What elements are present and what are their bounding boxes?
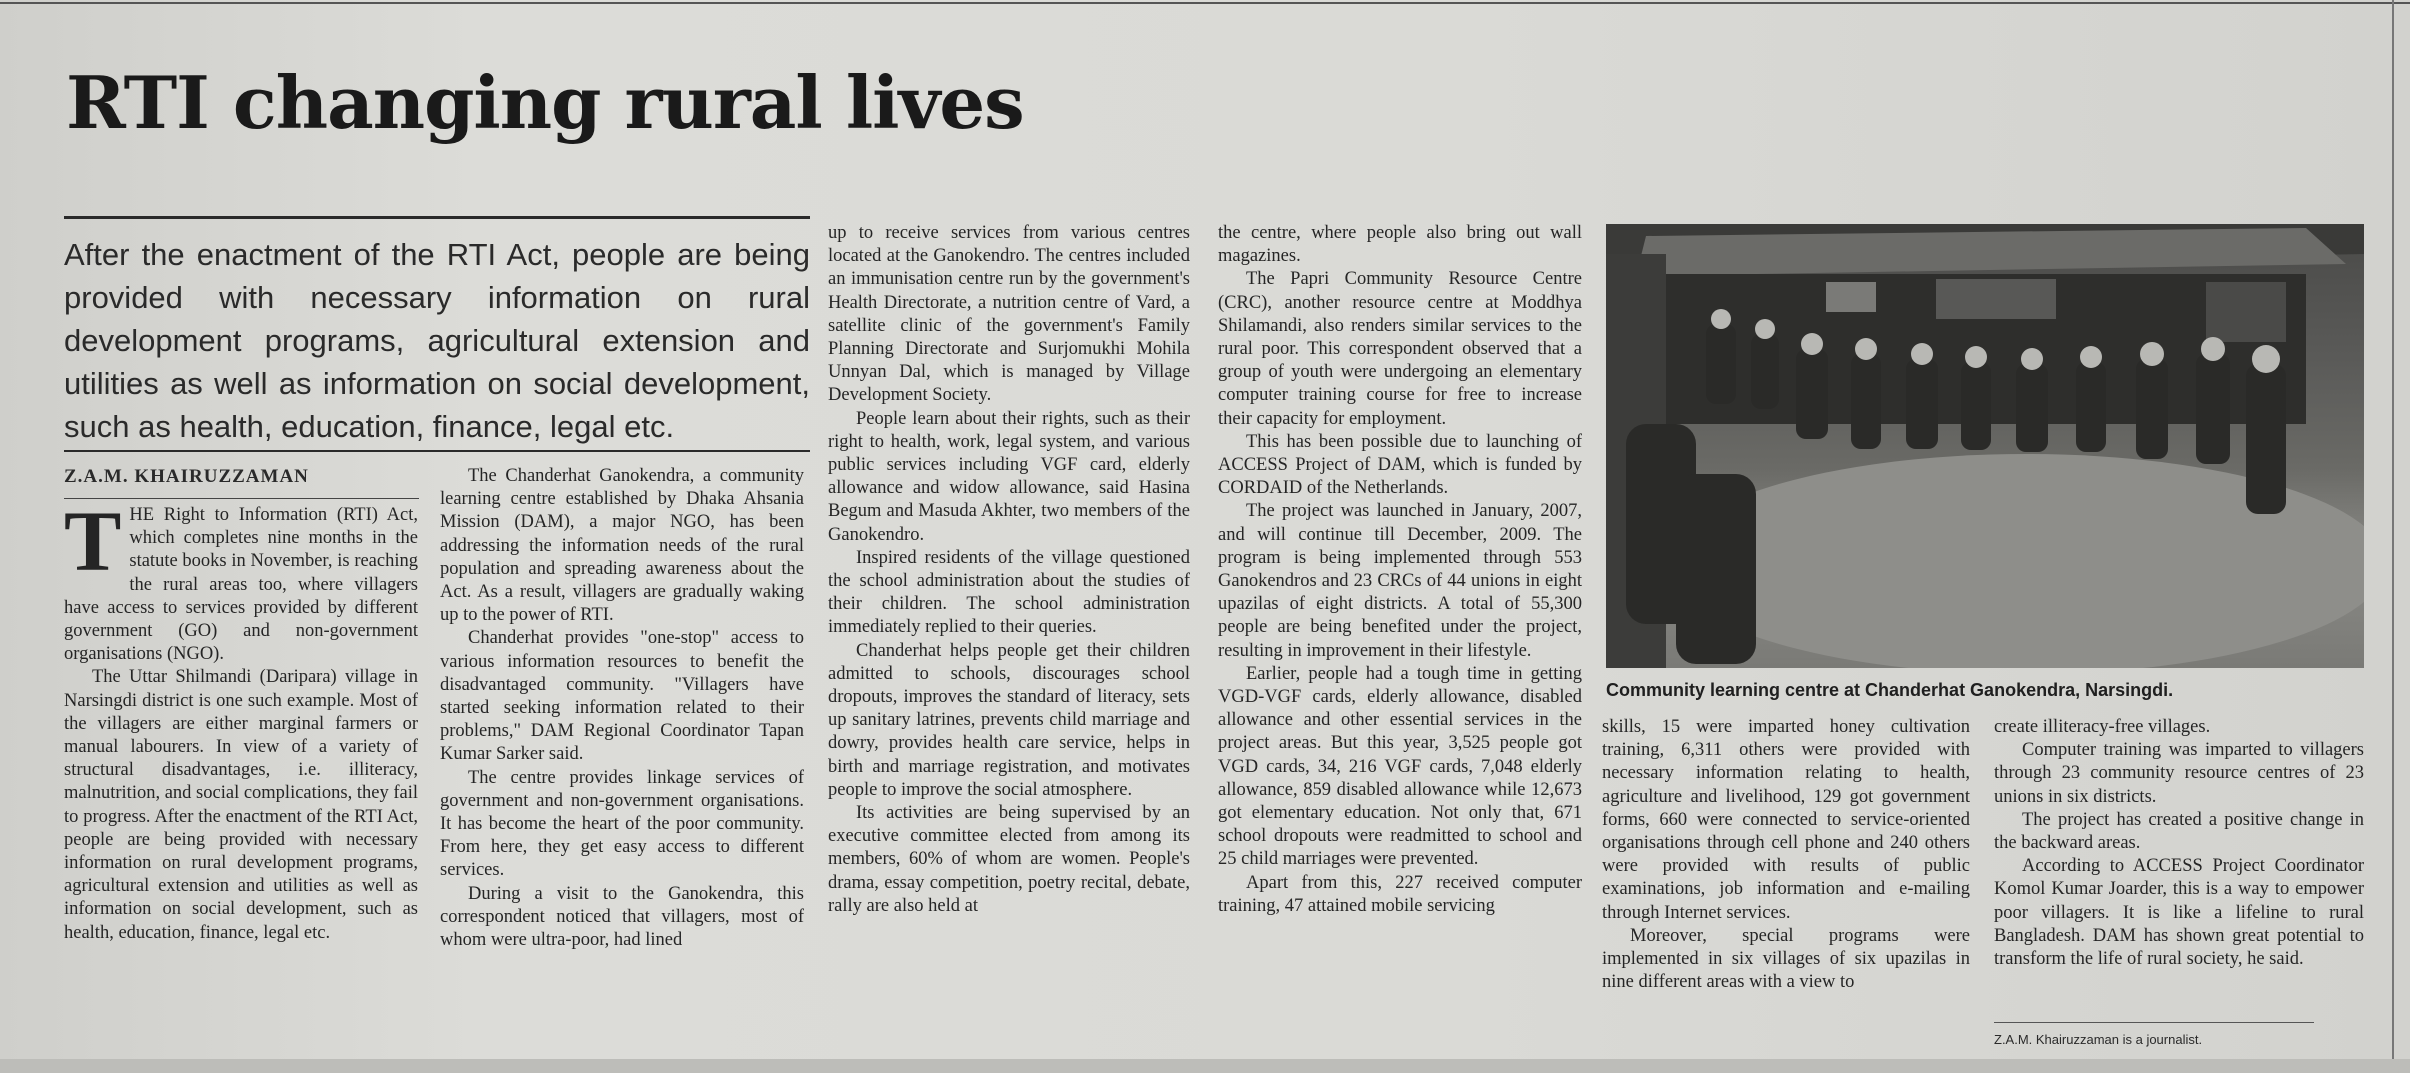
- article-paragraph: People learn about their rights, such as their right to health, work, legal system, and various public services including VGF card, elderly allowance and widow allowance, said Hasina Begum and Masuda Akhter, two members of the Ganokendro.: [828, 408, 1190, 545]
- article-paragraph: This has been possible due to launching of ACCESS Project of DAM, which is funded by CORDAID of the Netherlands.: [1218, 431, 1582, 499]
- article-paragraph: The Chanderhat Ganokendra, a community learning centre established by Dhaka Ahsania Mission (DAM), a major NGO, has been addressing the information needs of the rural population and spreading awareness about the Act. As a result, villagers are gradually waking up to the power of RTI.: [440, 466, 804, 626]
- article-paragraph: Earlier, people had a tough time in getting VGD-VGF cards, elderly allowance, disabled allowance and other essential services in the project areas. But this year, 3,525 people got VGD cards, 34, 216 VGF cards, 7,048 elderly allowance, 859 disabled allowance while 12,673 got elementary education. Not only that, 671 school dropouts were readmitted to school and 25 child marriages were prevented.: [1218, 663, 1582, 870]
- deck-rule-top: [64, 216, 810, 219]
- article-paragraph: The Papri Community Resource Centre (CRC), another resource centre at Moddhya Shilamandi, also renders similar services to the rural poor. This correspondent observed that a group of youth were undergoing an elementary computer training course for free to increase their capacity for employment.: [1218, 269, 1582, 429]
- article-column-1: [64, 504, 418, 1038]
- article-paragraph: Chanderhat helps people get their children admitted to schools, discourages school dropouts, improves the standard of literacy, sets up sanitary latrines, prevents child marriage and dowry, provides health care service, helps in birth and marriage registration, and motivates people to improve the social atmosphere.: [828, 640, 1190, 800]
- deck-rule-bottom: [64, 450, 810, 452]
- author-credit: Z.A.M. Khairuzzaman is a journalist.: [1994, 1032, 2203, 1047]
- article-paragraph: Apart from this, 227 received computer training, 47 attained mobile servicing: [1218, 872, 1582, 916]
- article-paragraph: The centre provides linkage services of government and non-government organisations. It has become the heart of the poor community. From here, they get easy access to different services.: [440, 767, 804, 881]
- community-centre-photo: [1606, 224, 2364, 668]
- photo-illustration: [1606, 224, 2364, 668]
- article-paragraph: up to receive services from various centres located at the Ganokendro. The centres included an immunisation centre run by the government's Health Directorate, a nutrition centre of Vard, a satellite clinic of the government's Family Planning Directorate and Surjomukhi Mohila Unnyan Dal, which is managed by Village Development Society.: [828, 223, 1190, 406]
- photo-caption: Community learning centre at Chanderhat Ganokendra, Narsingdi.: [1606, 680, 2174, 700]
- right-edge-rule: [2392, 0, 2394, 1073]
- article-paragraph: The project was launched in January, 2007, and will continue till December, 2009. The program is being implemented through 553 Ganokendros and 23 CRCs of 44 unions in eight upazilas of eight districts. A total of 55,300 people are being benefited under the project, resulting in improvement in their lifestyle.: [1218, 501, 1582, 661]
- article-paragraph: Chanderhat provides "one-stop" access to various information resources to benefit the disadvantaged community. "Villagers have started seeking information related to their problems," DAM Regional Coordinator Tapan Kumar Sarker said.: [440, 628, 804, 765]
- credit-rule: [1994, 1022, 2314, 1023]
- article-paragraph: THE Right to Information (RTI) Act, which completes nine months in the statute books in November, is reaching the rural areas too, where villagers have access to services provided by different government (GO) and non-government organisations (NGO).: [64, 504, 418, 665]
- headline: RTI changing rural lives: [66, 60, 1024, 145]
- article-paragraph: Inspired residents of the village questioned the school administration about the studies of their children. The school administration immediately replied to their queries.: [828, 547, 1190, 638]
- dropcap: T: [64, 504, 122, 589]
- article-column-6: [1994, 716, 2364, 1016]
- article-paragraph: Computer training was imparted to villagers through 23 community resource centres of 23 unions in six districts.: [1994, 740, 2364, 807]
- article-paragraph: During a visit to the Ganokendra, this correspondent noticed that villagers, most of whom were ultra-poor, had lined: [440, 883, 804, 951]
- page-bottom-shadow: [0, 1059, 2410, 1073]
- article-paragraph: The Uttar Shilmandi (Daripara) village in Narsingdi district is one such example. Most of the villagers are either marginal farmers or manual labourers. In view of a variety of structural disadvantages, i.e. illiteracy, malnutrition, and social complications, they fail to progress. After the enactment of the RTI Act, people are being provided with necessary information on rural development programs, agricultural extension and utilities as well as information on social development, such as health, education, finance, legal etc.: [64, 667, 418, 943]
- article-paragraph: Its activities are being supervised by an executive committee elected from among its members, 60% of whom are women. People's drama, essay competition, poetry recital, debate, rally are also held at: [828, 803, 1190, 916]
- article-column-5: [1602, 716, 1970, 1056]
- byline: Z.A.M. KHAIRUZZAMAN: [64, 466, 309, 487]
- article-paragraph: the centre, where people also bring out wall magazines.: [1218, 223, 1582, 267]
- article-paragraph: According to ACCESS Project Coordinator Komol Kumar Joarder, this is a way to empower poor villagers. It is like a lifeline to rural Bangladesh. DAM has shown great potential to transform the life of rural society, he said.: [1994, 856, 2364, 970]
- top-rule: [0, 2, 2410, 4]
- article-paragraph: create illiteracy-free villages.: [1994, 717, 2211, 737]
- deck-summary: After the enactment of the RTI Act, people are being provided with necessary information on rural development programs, agricultural extension and utilities as well as information on social development, such as health, education, finance, legal etc.: [64, 237, 810, 444]
- article-column-3: [828, 222, 1190, 1055]
- article-paragraph: Moreover, special programs were implemented in six villages of six upazilas in nine different areas with a view to: [1602, 925, 1970, 993]
- article-column-4: [1218, 222, 1582, 1055]
- article-column-2: [440, 465, 804, 1055]
- article-paragraph: skills, 15 were imparted honey cultivation training, 6,311 others were provided with necessary information relating to health, agriculture and livelihood, 129 got government forms, 660 were connected to service-oriented organisations through cell phone and 240 others were provided with results of public examinations, job information and e-mailing through Internet services.: [1602, 717, 1970, 923]
- byline-rule: [64, 498, 419, 499]
- article-paragraph: The project has created a positive change in the backward areas.: [1994, 809, 2364, 854]
